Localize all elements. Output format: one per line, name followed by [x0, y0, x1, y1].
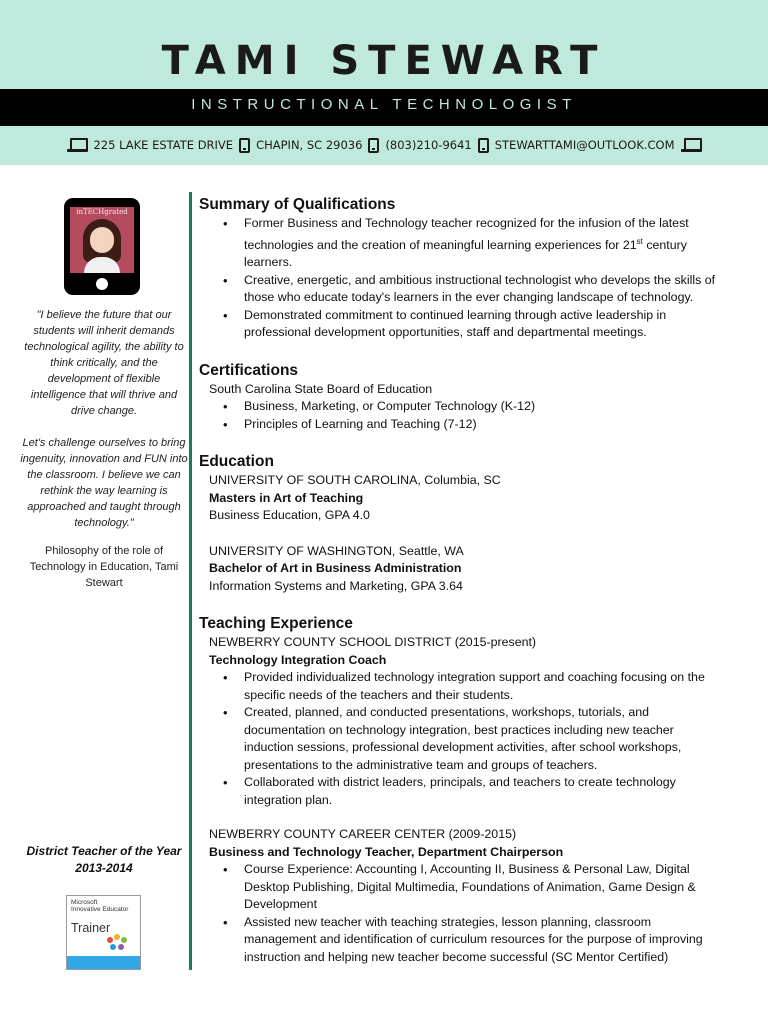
philosophy-quote	[20, 307, 188, 531]
quote-attribution: Philosophy of the role of Technology in Education, Tami Stewart	[29, 545, 179, 589]
laptop-icon	[67, 137, 87, 153]
phone-icon	[478, 138, 489, 153]
field-of-study: Information Systems and Marketing, GPA 3.64	[209, 578, 463, 593]
award	[20, 843, 188, 877]
avatar-label: inTECHgrated	[76, 208, 128, 216]
list-item: • Principles of Learning and Teaching (7-12)	[199, 416, 747, 434]
address-text: 225 LAKE ESTATE DRIVE	[93, 138, 234, 152]
tablet-home-button	[96, 278, 108, 290]
list-item: • Assisted new teacher with teaching strategies, lesson planning, classroom management and identification of curriculum resources for the purpose of improving instruction and helping new teacher become successful (SC Mentor Certified)	[199, 914, 747, 967]
list-item: • Creative, energetic, and ambitious instructional technologist who develops the skills of those who educate today's learners in the ever changing landscape of technology.	[199, 272, 747, 307]
school-name: UNIVERSITY OF WASHINGTON, Seattle, WA	[209, 543, 464, 558]
degree: Masters in Art of Teaching	[209, 490, 364, 505]
list-item: • Business, Marketing, or Computer Technology (K-12)	[199, 398, 747, 416]
summary-heading: Summary of Qualifications	[199, 196, 396, 213]
quote-paragraph-1: "I believe the future that our students will inherit demands technological agility, the ability to think critically, and the development of flexible intelligence that will thrive and drive change.	[24, 309, 184, 417]
role: Technology Integration Coach	[209, 652, 387, 667]
degree: Bachelor of Art in Business Administration	[209, 561, 462, 576]
list-item: • Provided individualized technology integration support and coaching focusing on the specific needs of the teachers and their students.	[199, 669, 747, 704]
job-duties-list	[199, 669, 747, 809]
cert-issuer: South Carolina State Board of Education	[209, 381, 433, 396]
email-link[interactable]: STEWARTTAMI@OUTLOOK.COM	[494, 138, 675, 152]
quote-paragraph-2: Let's challenge ourselves to bring ingenuity, innovation and FUN into the classroom. I believe we can rethink the way learning is approached and taught through technology."	[20, 437, 188, 529]
list-item: • Demonstrated commitment to continued learning through active leadership in professional development opportunities, staff and departmental meetings.	[199, 307, 747, 342]
list-item: • Course Experience: Accounting I, Accounting II, Business & Personal Law, Digital Desktop Publishing, Digital Multimedia, Foundations of Animation, Game Design & Development	[199, 861, 747, 914]
phone-icon	[239, 138, 250, 153]
list-item: • Collaborated with district leaders, principals, and teachers to create technology integration plan.	[199, 774, 747, 809]
role: Business and Technology Teacher, Department Chairperson	[209, 844, 564, 859]
award-title: District Teacher of the Year	[26, 844, 182, 858]
city-text: CHAPIN, SC 29036	[256, 138, 363, 152]
laptop-icon	[681, 137, 701, 153]
avatar-screen	[70, 207, 134, 273]
education-heading: Education	[199, 453, 274, 471]
contact-line	[0, 135, 768, 155]
job-title: INSTRUCTIONAL TECHNOLOGIST	[191, 96, 577, 113]
column-divider	[189, 192, 192, 970]
resume-main	[199, 195, 747, 966]
field-of-study: Business Education, GPA 4.0	[209, 508, 370, 523]
list-item: • Former Business and Technology teacher recognized for the infusion of the latest technologies and the creation of meaningful learning experiences for 21st century learners.	[199, 215, 747, 272]
certifications-heading: Certifications	[199, 361, 299, 379]
job-duties-list	[199, 861, 747, 966]
school-name: UNIVERSITY OF SOUTH CAROLINA, Columbia, SC	[209, 473, 501, 488]
employer: NEWBERRY COUNTY SCHOOL DISTRICT (2015-present)	[209, 635, 537, 650]
phone-icon	[368, 138, 379, 153]
summary-list	[199, 215, 747, 342]
badge-program: Innovative Educator	[71, 906, 129, 913]
certifications-list	[199, 398, 747, 433]
badge-role: Trainer	[71, 921, 111, 935]
candidate-name: TAMI STEWART	[161, 38, 607, 84]
microsoft-trainer-badge	[66, 895, 141, 970]
employer: NEWBERRY COUNTY CAREER CENTER (2009-2015)	[209, 827, 517, 842]
badge-brand: Microsoft	[71, 899, 98, 906]
experience-heading: Teaching Experience	[199, 615, 353, 633]
tablet-avatar-image	[64, 198, 140, 295]
phone-text: (803)210-9641	[385, 138, 472, 152]
award-years: 2013-2014	[75, 861, 133, 875]
list-item: • Created, planned, and conducted presentations, workshops, tutorials, and documentation on technology integration, best practices including new teacher induction sessions, professional development activities, after school workshops, presentations to the administrative team and groups of teachers.	[199, 704, 747, 774]
